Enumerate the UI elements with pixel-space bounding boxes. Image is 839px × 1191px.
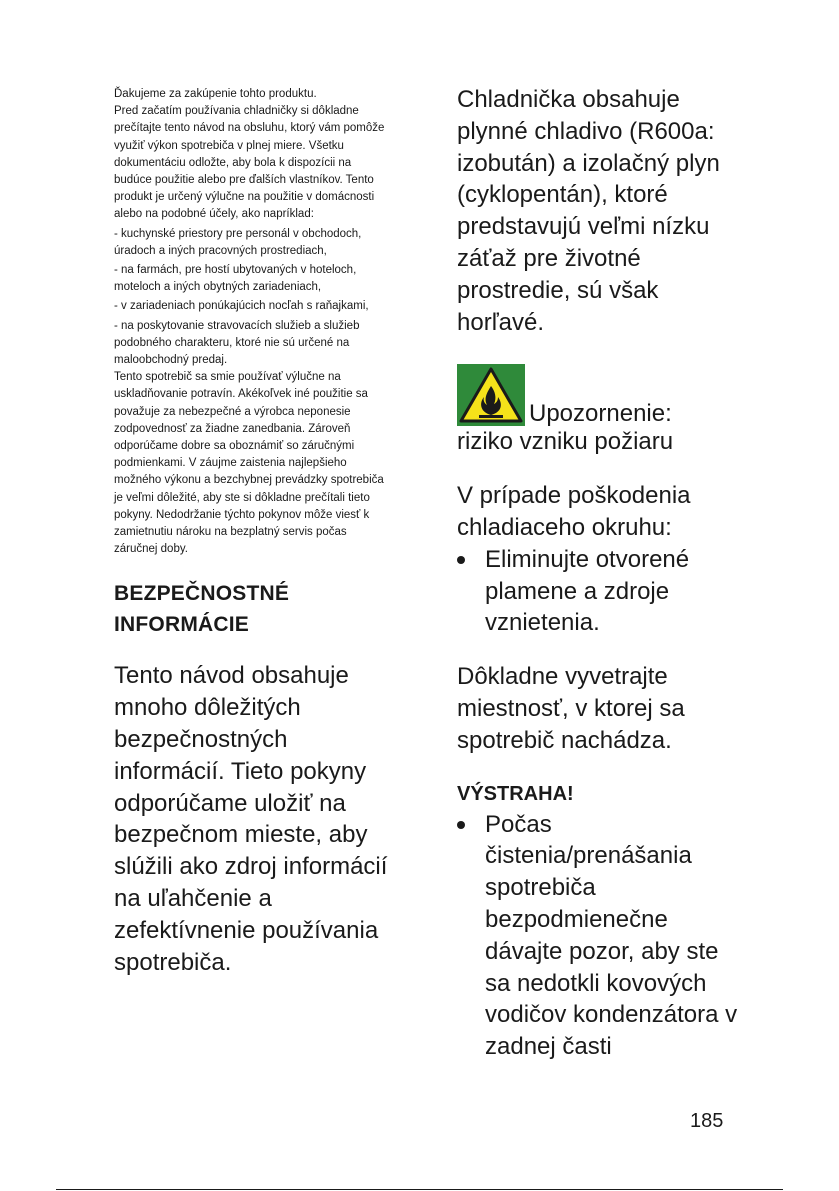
flammable-warning-icon	[457, 364, 525, 426]
warning-text: riziko vzniku požiaru	[457, 428, 674, 456]
bullet-icon	[457, 821, 465, 829]
usage-item-farms-hotels: - na farmách, pre hostí ubytovaných v hoteloch, moteloch a iných obytných zariadeniach,	[114, 264, 357, 294]
ventilate-paragraph: Dôkladne vyvetrajte miestnosť, v ktorej sa spotrebič nachádza.	[457, 663, 685, 754]
usage-item-catering: - na poskytovanie stravovacích služieb a služieb podobného charakteru, ktoré nie sú určené na maloobchodný predaj. Tento spotrebič sa smie používať výlučne na uskladňovanie potravín. Akékoľvek iné použitie sa považuje za nebezpečné a výrobca neponesie zodpovednosť za žiadne zanedbania. Zároveň odporúčame dobre sa oboznámiť so záručnými podmienkami. V záujme zaistenia najlepšieho možného výkonu a bezchybnej prevádzky spotrebiča je veľmi dôležité, aby ste si dôkladne prečítali tieto pokyny. Nedodržanie týchto pokynov môže viesť k zamietnutiu nároku na bezplatný servis počas záručnej doby.	[114, 319, 384, 556]
usage-item-staff-kitchens: - kuchynské priestory pre personál v obchodoch, úradoch a iných pracovných prostrediach,	[114, 227, 362, 257]
safety-heading: BEZPEČNOSTNÉ INFORMÁCIE	[114, 582, 290, 637]
list-item	[457, 544, 742, 639]
footer-divider	[56, 1189, 783, 1190]
fire-warning	[457, 364, 742, 426]
right-column	[457, 84, 742, 1063]
intro-paragraph: Ďakujeme za zakúpenie tohto produktu. Pred začatím používania chladničky si dôkladne prečítajte tento návod na obsluhu, ktorý vám pomôže využiť výkon spotrebiča v plnej miere. Všetku dokumentáciu odložte, aby bola k dispozícii na budúce použitie alebo pre ďalších vlastníkov. Tento produkt je určený výlučne na použitie v domácnosti alebo na podobné účely, ako napríklad:	[114, 88, 385, 221]
list-item	[457, 809, 742, 1063]
usage-item-bed-breakfast: - v zariadeniach ponúkajúcich nocľah s raňajkami,	[114, 300, 369, 313]
caution-heading: VÝSTRAHA!	[457, 782, 574, 805]
damage-intro: V prípade poškodenia chladiaceho okruhu:	[457, 482, 691, 541]
page-number: 185	[690, 1110, 724, 1132]
bullet-icon	[457, 556, 465, 564]
caution-bullet-list	[457, 809, 742, 1063]
list-item-text: Počas čistenia/prenášania spotrebiča bezpodmienečne dávajte pozor, aby ste sa nedotkli kovových vodičov kondenzátora v zadnej časti	[485, 810, 738, 1061]
safety-paragraph: Tento návod obsahuje mnoho dôležitých bezpečnostných informácií. Tieto pokyny odporúčame uložiť na bezpečnom mieste, aby slúžili ako zdroj informácií na uľahčenie a zefektívnenie používania spotrebiča.	[114, 662, 388, 976]
warning-label: Upozornenie:	[529, 400, 672, 428]
left-column	[114, 86, 389, 978]
refrigerant-paragraph: Chladnička obsahuje plynné chladivo (R600a: izobután) a izolačný plyn (cyklopentán), ktoré predstavujú veľmi nízku záťaž pre životné prostredie, sú však horľavé.	[457, 86, 720, 336]
damage-bullet-list	[457, 544, 742, 639]
list-item-text: Eliminujte otvorené plamene a zdroje vznietenia.	[485, 545, 690, 637]
